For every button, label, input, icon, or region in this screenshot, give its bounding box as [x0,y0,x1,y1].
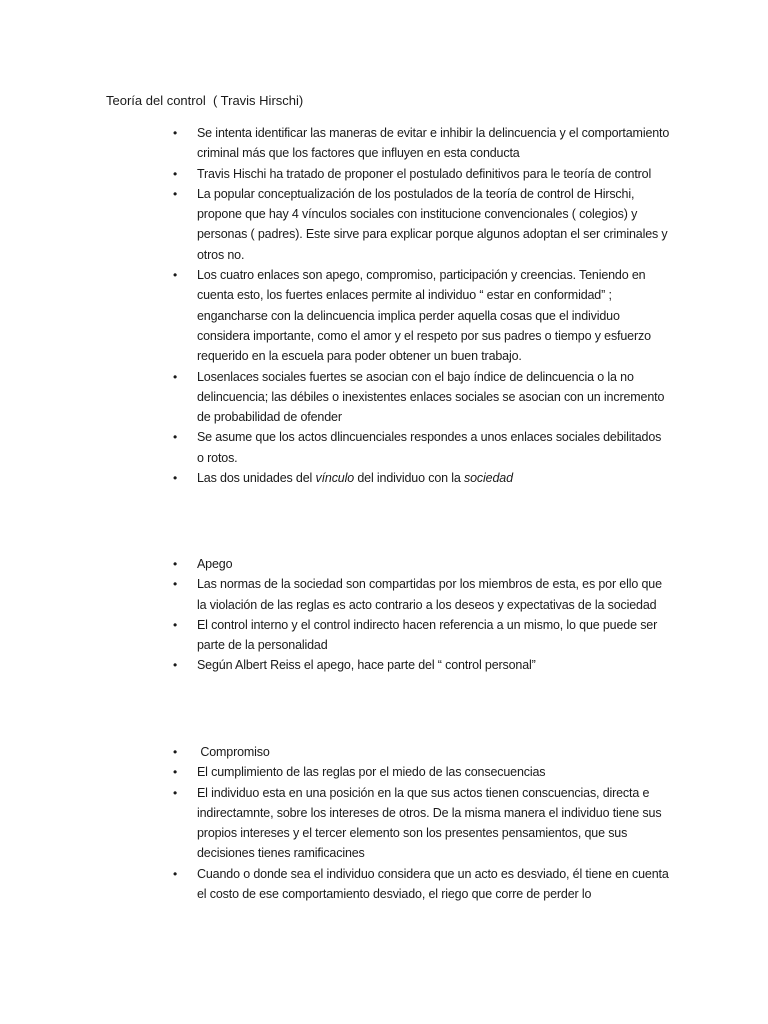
bullet-list-intro [170,123,670,488]
list-item-text: Según Albert Reiss el apego, hace parte del “ control personal” [197,658,536,673]
bullet-icon: • [173,369,178,384]
bullet-icon: • [173,617,178,632]
list-item [170,783,670,864]
bullet-icon: • [173,658,178,673]
list-item-text: El cumplimiento de las reglas por el miedo de las consecuencias [197,765,546,780]
bullet-icon: • [173,577,178,592]
bullet-icon: • [173,268,178,283]
bullet-icon: • [173,745,178,759]
list-item [170,468,670,488]
bullet-list-apego [170,554,670,676]
list-item-text: El control interno y el control indirecto hacen referencia a un mismo, lo que puede ser parte de la personalidad [197,617,658,653]
bullet-icon: • [173,430,178,445]
bullet-icon: • [173,557,178,571]
list-item-italic-term: sociedad [464,471,513,486]
bullet-icon: • [173,866,178,881]
section-apego [170,554,670,676]
list-item-italic-term: vínculo [315,471,355,486]
list-item [170,864,670,905]
list-item-text: La popular conceptualización de los postulados de la teoría de control de Hirschi, propone que hay 4 vínculos sociales con institucione convencionales ( colegios) y personas ( padres). Este sirve para explicar porque algunos adoptan el ser criminales y otros no. [197,186,668,262]
section-compromiso [170,742,670,904]
bullet-icon: • [173,166,178,181]
list-item [170,427,670,468]
bullet-icon: • [173,186,178,201]
list-item-text: Se asume que los actos dlincuenciales respondes a unos enlaces sociales debilitados o rotos. [197,430,662,465]
document-title: Teoría del control ( Travis Hirschi) [106,93,304,108]
list-item [170,615,670,656]
list-item-heading [170,554,670,574]
list-item-text: Compromiso [197,745,270,759]
list-item-text: Losenlaces sociales fuertes se asocian con el bajo índice de delincuencia o la no delincuencia; las débiles o inexistentes enlaces sociales se asocian con un incremento de probabilidad de ofender [197,369,665,425]
list-item-text: El individuo esta en una posición en la que sus actos tienen conscuencias, directa e indirectamnte, sobre los intereses de otros. De la misma manera el individuo tiene sus propios intereses y el tercer elemento son los presentes pensamientos, que sus decisiones tienes ramificacines [197,785,662,861]
list-item-text: Apego [197,557,233,571]
bullet-icon: • [173,785,178,800]
list-item [170,265,670,366]
bullet-icon: • [173,765,178,780]
list-item [170,184,670,265]
bullet-icon: • [173,471,178,486]
bullet-icon: • [173,126,178,140]
list-item-text: Cuando o donde sea el individuo considera que un acto es desviado, él tiene en cuenta el costo de ese comportamiento desviado, el riego que corre de perder lo [197,866,669,902]
list-item-text-part: Las dos unidades del [197,471,316,486]
list-item-text: Los cuatro enlaces son apego, compromiso, participación y creencias. Teniendo en cuenta esto, los fuertes enlaces permite al individuo “ estar en conformidad” ; engancharse con la delincuencia implica perder aquella cosas que el individuo considera importante, como el amor y el respeto por sus padres o tiempo y esfuerzo requerido en la escuela para poder obtener un buen trabajo. [197,268,651,364]
section-intro [170,123,670,488]
list-item [170,574,670,615]
list-item [170,655,670,675]
list-item [170,123,670,164]
list-item-heading [170,742,670,762]
list-item [170,762,670,782]
list-item-text: Travis Hischi ha tratado de proponer el postulado definitivos para le teoría de control [197,166,652,181]
list-item-text: Se intenta identificar las maneras de evitar e inhibir la delincuencia y el comportamiento criminal más que los factores que influyen en esta conducta [197,126,670,161]
list-item [170,367,670,428]
list-item-text: Las normas de la sociedad son compartidas por los miembros de esta, es por ello que la violación de las reglas es acto contrario a los deseos y expectativas de la sociedad [197,577,662,612]
bullet-list-compromiso [170,742,670,904]
list-item-text-part: del individuo con la [354,471,465,486]
list-item [170,164,670,184]
